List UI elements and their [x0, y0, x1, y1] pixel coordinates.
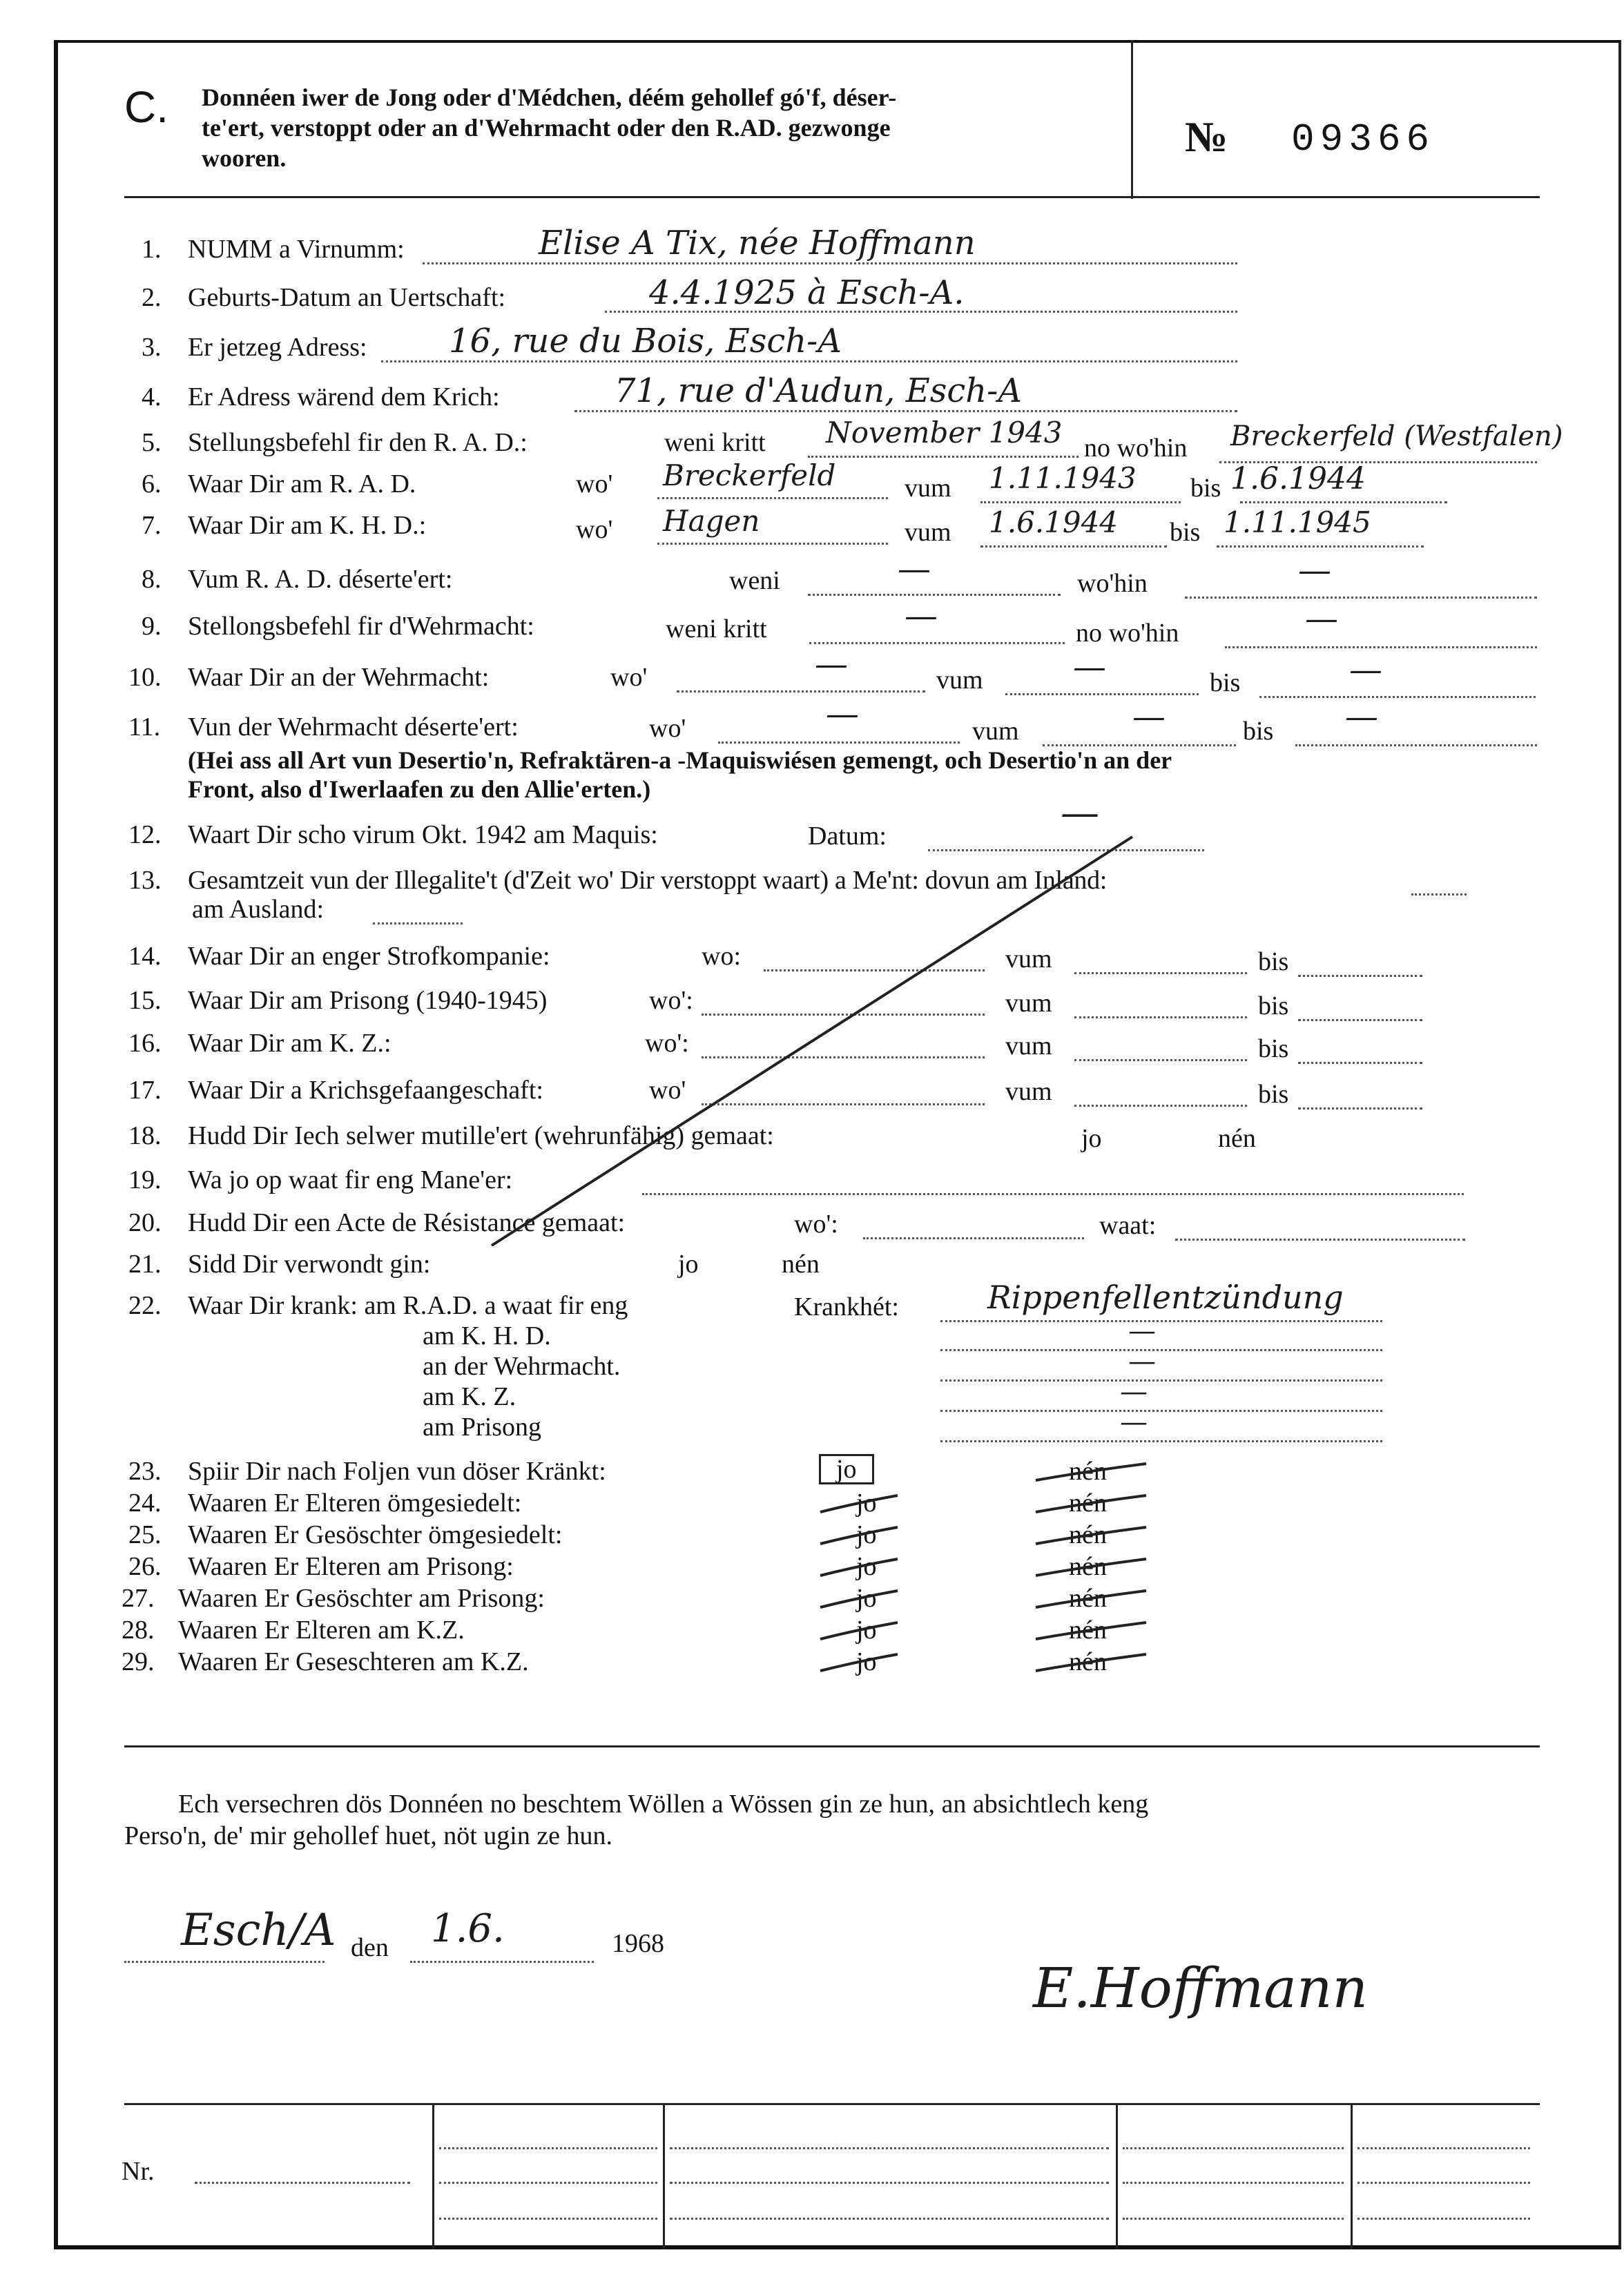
no-option: nén	[1218, 1124, 1256, 1153]
item-number: 29.	[122, 1647, 155, 1676]
item-label: Waar Dir am Prisong (1940-1945)	[188, 986, 548, 1015]
handwritten-dash: —	[1298, 551, 1331, 590]
field-word: waat:	[1099, 1211, 1157, 1240]
yes-strike-mark	[820, 1527, 898, 1544]
item-label: Waaren Er Gesöschter ömgesiedelt:	[188, 1520, 563, 1549]
no-strike-mark	[1036, 1623, 1146, 1639]
item-note: (Hei ass all Art vun Desertio'n, Refraktären-a -Maquiswiésen gemengt, och Desertio'n an der	[188, 746, 1172, 774]
no-strike-mark	[1036, 1654, 1146, 1671]
header-title-line3: wooren.	[202, 144, 287, 172]
item-number: 19.	[128, 1165, 162, 1194]
sub-label: an der Wehrmacht.	[423, 1352, 621, 1381]
no-strike-mark	[1036, 1591, 1146, 1607]
field-word: bis	[1210, 668, 1241, 697]
yes-option: jo	[1081, 1124, 1102, 1153]
no-option: nén	[782, 1250, 820, 1279]
field-word: vum	[1005, 945, 1052, 974]
item-label: Hudd Dir een Acte de Résistance gemaat:	[188, 1208, 626, 1237]
item-number: 18.	[128, 1121, 162, 1150]
item-number: 2.	[142, 283, 162, 312]
yes-option: jo	[856, 1489, 877, 1518]
yes-strike-mark	[820, 1495, 898, 1512]
field-word: wo':	[794, 1210, 838, 1239]
yes-strike-mark	[820, 1654, 898, 1671]
field-word: wo'	[576, 469, 613, 498]
field-word: wo'	[649, 1076, 686, 1105]
field-word: vum	[1005, 989, 1052, 1018]
item-label: Stellungsbefehl fir den R. A. D.:	[188, 428, 528, 457]
item-number: 17.	[128, 1076, 162, 1105]
item-number: 23.	[128, 1457, 162, 1486]
field-word: bis	[1258, 1034, 1289, 1063]
number-symbol: №	[1185, 114, 1228, 161]
item-label: Waar Dir krank: am R.A.D. a waat fir eng	[188, 1291, 628, 1320]
item-label: Stellongsbefehl fir d'Wehrmacht:	[188, 612, 534, 641]
item-label: Spiir Dir nach Foljen vun döser Kränkt:	[188, 1457, 606, 1486]
handwritten-place: Breckerfeld (Westfalen)	[1230, 420, 1563, 452]
field-word: weni kritt	[664, 428, 766, 457]
item-number: 10.	[128, 663, 162, 692]
field-word: vum	[905, 474, 951, 503]
handwritten-date: 1.6.1944	[989, 505, 1119, 539]
item-label: Waar Dir am K. Z.:	[188, 1029, 392, 1058]
item-number: 6.	[142, 469, 162, 498]
field-word: vum	[936, 666, 983, 695]
item-label: Gesamtzeit vun der Illegalite't (d'Zeit wo' Dir verstoppt waart) a Me'nt: dovun am Inland:	[188, 866, 1108, 895]
item-number: 28.	[122, 1616, 155, 1645]
item-label: Waaren Er Elteren ömgesiedelt:	[188, 1489, 522, 1518]
item-note: Front, also d'Iwerlaafen zu den Allie'erten.)	[188, 775, 651, 803]
item-label: Waar Dir an der Wehrmacht:	[188, 663, 490, 692]
item-number: 26.	[128, 1552, 162, 1581]
field-word: bis	[1258, 1080, 1289, 1109]
handwritten-date: November 1943	[826, 416, 1063, 449]
no-strike-mark	[1036, 1464, 1146, 1480]
handwritten-dash: —	[1073, 648, 1106, 686]
field-word: wo'	[649, 714, 686, 743]
handwritten-dash: —	[905, 597, 938, 635]
yes-option: jo	[856, 1520, 877, 1549]
item-number: 8.	[142, 565, 162, 594]
year-label: 1968	[612, 1929, 664, 1958]
section-letter: C.	[124, 82, 168, 132]
field-word: bis	[1258, 991, 1289, 1020]
yes-option: jo	[856, 1552, 877, 1581]
field-word: wo:	[702, 942, 741, 971]
handwritten-dash: —	[1120, 1406, 1148, 1438]
field-word: wo'hin	[1077, 569, 1148, 598]
header-title-line1: Donnéen iwer de Jong oder d'Médchen, déém gehollef gó'f, déser-	[202, 84, 897, 111]
den-label: den	[351, 1933, 389, 1962]
handwritten-war-address: 71, rue d'Audun, Esch-A	[615, 371, 1023, 410]
item-number: 16.	[128, 1029, 162, 1058]
item-number: 20.	[128, 1208, 162, 1237]
item-number: 15.	[128, 986, 162, 1015]
item-number: 13.	[128, 866, 162, 895]
handwritten-illness: Rippenfellentzündung	[987, 1279, 1344, 1316]
item-label: Wa jo op waat fir eng Mane'er:	[188, 1165, 513, 1194]
item-label: Waar Dir am R. A. D.	[188, 469, 416, 498]
form-number: 09366	[1291, 117, 1436, 162]
no-option: nén	[1069, 1616, 1107, 1645]
item-number: 3.	[142, 333, 162, 362]
no-option: nén	[1069, 1489, 1107, 1518]
declaration-line2: Perso'n, de' mir gehollef huet, nöt ugin ze hun.	[124, 1821, 613, 1850]
yes-option: jo	[856, 1616, 877, 1645]
item-label: Waar Dir an enger Strofkompanie:	[188, 942, 550, 971]
field-word: vum	[905, 518, 951, 547]
sub-label: am Prisong	[423, 1413, 542, 1442]
sub-label: am K. Z.	[423, 1382, 516, 1411]
field-word: bis	[1243, 717, 1274, 746]
no-strike-mark	[1036, 1559, 1146, 1576]
handwritten-name: Elise A Tix, née Hoffmann	[539, 224, 976, 262]
handwritten-place: Hagen	[663, 504, 760, 538]
item-number: 22.	[128, 1291, 162, 1320]
no-option: nén	[1069, 1457, 1107, 1486]
no-strike-mark	[1036, 1495, 1146, 1512]
item-label: Waar Dir a Krichsgefaangeschaft:	[188, 1076, 543, 1105]
header-title-line2: te'ert, verstoppt oder an d'Wehrmacht oder den R.AD. gezwonge	[202, 114, 891, 142]
field-word: wo'	[576, 515, 613, 544]
field-word: weni	[729, 566, 780, 595]
item-label: Vum R. A. D. déserte'ert:	[188, 565, 453, 594]
item-number: 7.	[142, 511, 162, 540]
handwritten-dash: —	[1305, 599, 1338, 638]
item-number: 12.	[128, 820, 162, 849]
item-label: Er Adress wärend dem Krich:	[188, 382, 500, 411]
item-number: 9.	[142, 612, 162, 641]
field-word: bis	[1258, 947, 1289, 976]
item-label: Waart Dir scho virum Okt. 1942 am Maquis:	[188, 820, 658, 849]
declaration-line1: Ech versechren dös Donnéen no beschtem Wöllen a Wössen gin ze hun, an absichtlech keng	[178, 1790, 1149, 1819]
item-label: Waar Dir am K. H. D.:	[188, 511, 427, 540]
field-word: vum	[972, 717, 1019, 746]
item-number: 1.	[142, 235, 162, 264]
field-word: no wo'hin	[1084, 434, 1188, 463]
no-option: nén	[1069, 1584, 1107, 1613]
handwritten-date: 1.6.1944	[1230, 461, 1366, 496]
item-label: Er jetzeg Adress:	[188, 333, 367, 362]
field-word: wo':	[645, 1029, 689, 1058]
item-label: Geburts-Datum an Uertschaft:	[188, 283, 506, 312]
diagonal-strike-line	[492, 837, 1132, 1246]
nr-label: Nr.	[122, 2157, 155, 2186]
handwritten-date: 1.6.	[431, 1906, 505, 1951]
yes-option: jo	[856, 1647, 877, 1676]
handwritten-date: 1.11.1943	[989, 461, 1137, 495]
field-word: weni kritt	[666, 614, 767, 643]
item-number: 21.	[128, 1250, 162, 1279]
handwritten-dash: —	[826, 695, 859, 733]
item-label: NUMM a Virnumm:	[188, 235, 405, 264]
item-number: 5.	[142, 428, 162, 457]
field-word: Datum:	[808, 822, 887, 851]
handwritten-dash: —	[1345, 697, 1378, 736]
yes-option: jo	[856, 1584, 877, 1613]
item-number: 24.	[128, 1489, 162, 1518]
no-option: nén	[1069, 1647, 1107, 1676]
item-label: Waaren Er Elteren am Prisong:	[188, 1552, 514, 1581]
signature: E.Hoffmann	[1033, 1956, 1369, 2020]
field-word: wo':	[649, 986, 693, 1015]
item-label: Vun der Wehrmacht déserte'ert:	[188, 713, 519, 742]
item-number: 25.	[128, 1520, 162, 1549]
handwritten-dash: —	[1128, 1346, 1156, 1377]
item-label: Hudd Dir Iech selwer mutille'ert (wehrunfähig) gemaat:	[188, 1121, 774, 1150]
field-word: vum	[1005, 1077, 1052, 1106]
item-number: 27.	[122, 1584, 155, 1613]
handwritten-dash: —	[898, 550, 931, 588]
yes-strike-mark	[820, 1623, 898, 1639]
handwritten-date: 1.11.1945	[1224, 505, 1371, 539]
handwritten-dash: —	[1128, 1315, 1156, 1347]
yes-strike-mark	[820, 1559, 898, 1576]
handwritten-address: 16, rue du Bois, Esch-A	[449, 322, 842, 360]
item-label: Waaren Er Geseschteren am K.Z.	[178, 1647, 529, 1676]
field-word: bis	[1170, 518, 1201, 547]
handwritten-place: Esch/A	[181, 1905, 336, 1956]
no-option: nén	[1069, 1552, 1107, 1581]
handwritten-dash: —	[1349, 650, 1382, 689]
sub-label: am K. H. D.	[423, 1321, 551, 1350]
yes-option: jo	[678, 1250, 699, 1279]
item-number: 4.	[142, 382, 162, 411]
yes-strike-mark	[820, 1591, 898, 1607]
handwritten-dash: —	[1132, 697, 1166, 736]
field-word: bis	[1190, 474, 1221, 503]
no-option: nén	[1069, 1520, 1107, 1549]
handwritten-place: Breckerfeld	[663, 458, 836, 492]
item-label: Waaren Er Gesöschter am Prisong:	[178, 1584, 545, 1613]
handwritten-dash: —	[1120, 1376, 1148, 1408]
field-word: no wo'hin	[1076, 619, 1179, 648]
item-number: 11.	[128, 713, 161, 742]
field-word: wo'	[610, 663, 648, 692]
no-strike-mark	[1036, 1527, 1146, 1544]
handwritten-dash: —	[815, 645, 848, 684]
handwritten-birth: 4.4.1925 à Esch-A.	[649, 273, 965, 312]
field-word: vum	[1005, 1031, 1052, 1060]
item-label-b: Krankhét:	[794, 1292, 899, 1321]
handwritten-dash: —	[1061, 791, 1099, 835]
yes-option: jo	[819, 1454, 874, 1484]
item-label-continued: am Ausland:	[192, 895, 325, 924]
item-number: 14.	[128, 942, 162, 971]
item-label: Waaren Er Elteren am K.Z.	[178, 1616, 465, 1645]
item-label: Sidd Dir verwondt gin:	[188, 1250, 431, 1279]
